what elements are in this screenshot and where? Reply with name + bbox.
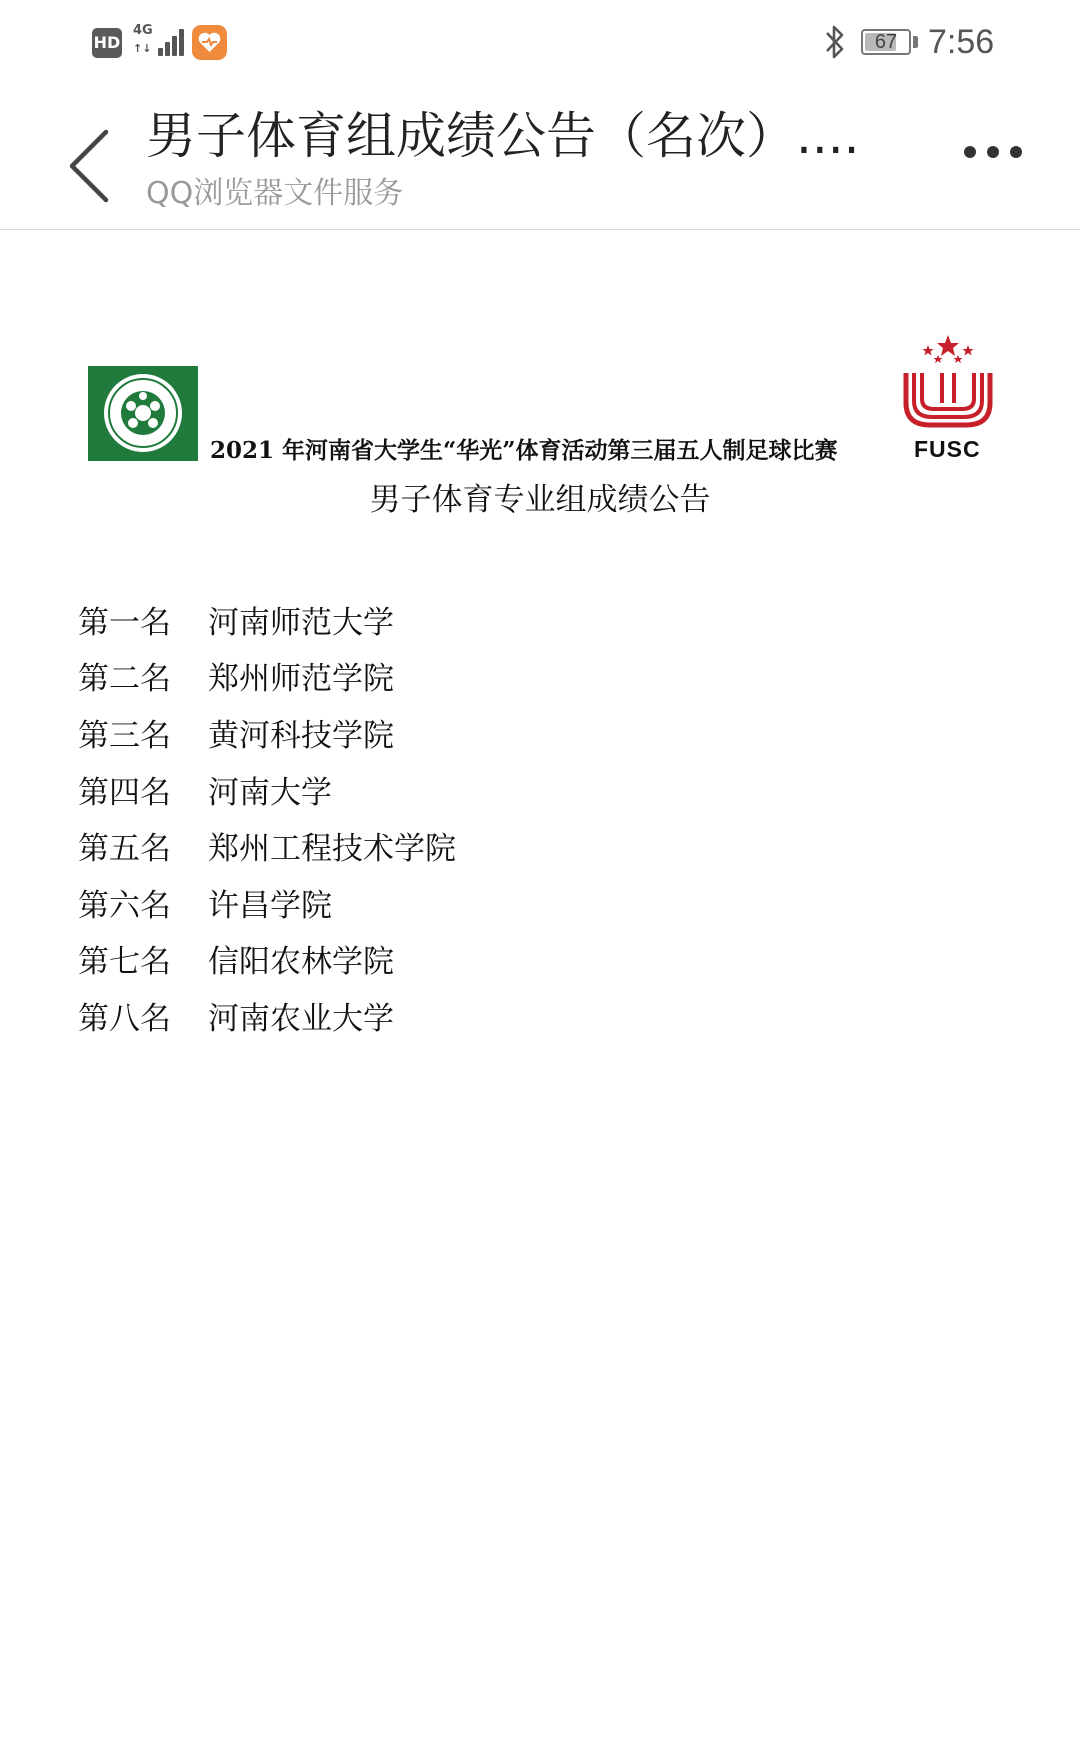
battery-icon	[861, 29, 911, 55]
list-item	[78, 704, 456, 761]
page-title: 男子体育组成绩公告（名次）....	[146, 107, 860, 165]
school-name: 郑州工程技术学院	[208, 831, 456, 868]
school-name: 河南农业大学	[208, 1000, 394, 1037]
document-viewer[interactable]	[0, 231, 1080, 1737]
rank-label: 第二名	[78, 661, 171, 698]
page-subtitle: QQ浏览器文件服务	[146, 176, 404, 211]
status-bar	[0, 0, 1080, 86]
school-name: 信阳农林学院	[208, 944, 394, 981]
henan-school-football-logo	[88, 366, 198, 461]
network-type: 4G	[133, 23, 153, 38]
battery-level: 67	[874, 31, 898, 53]
clock: 7:56	[928, 23, 995, 61]
school-name: 河南大学	[208, 774, 332, 811]
hd-badge: HD	[92, 28, 122, 58]
rank-label: 第一名	[78, 604, 171, 641]
rank-label: 第三名	[78, 717, 171, 754]
rank-label: 第七名	[78, 944, 171, 981]
rank-label: 第四名	[78, 774, 171, 811]
list-item	[78, 591, 456, 648]
back-button[interactable]	[60, 116, 120, 216]
more-button[interactable]	[956, 132, 1030, 172]
ranking-list	[78, 591, 456, 1044]
school-name: 许昌学院	[208, 887, 332, 924]
title-bar	[0, 86, 1080, 230]
battery-tip	[913, 36, 918, 48]
rank-label: 第六名	[78, 887, 171, 924]
list-item	[78, 987, 456, 1044]
network-arrows-icon: ↑↓	[133, 42, 152, 55]
list-item	[78, 648, 456, 705]
list-item	[78, 761, 456, 818]
rank-label: 第八名	[78, 1000, 171, 1037]
school-name: 郑州师范学院	[208, 661, 394, 698]
bluetooth-icon	[822, 22, 848, 62]
school-name: 河南师范大学	[208, 604, 394, 641]
rank-label: 第五名	[78, 831, 171, 868]
list-item	[78, 874, 456, 931]
document-header: 2021 年河南省大学生“华光”体育活动第三届五人制足球比赛	[210, 437, 838, 464]
school-name: 黄河科技学院	[208, 717, 394, 754]
list-item	[78, 817, 456, 874]
app-notification-icon	[192, 25, 227, 60]
fusc-logo-text: FUSC	[914, 436, 981, 462]
signal-icon	[150, 24, 184, 56]
chevron-left-icon	[60, 116, 120, 216]
document-subheader: 男子体育专业组成绩公告	[369, 482, 711, 518]
fusc-logo	[900, 333, 996, 433]
list-item	[78, 931, 456, 988]
